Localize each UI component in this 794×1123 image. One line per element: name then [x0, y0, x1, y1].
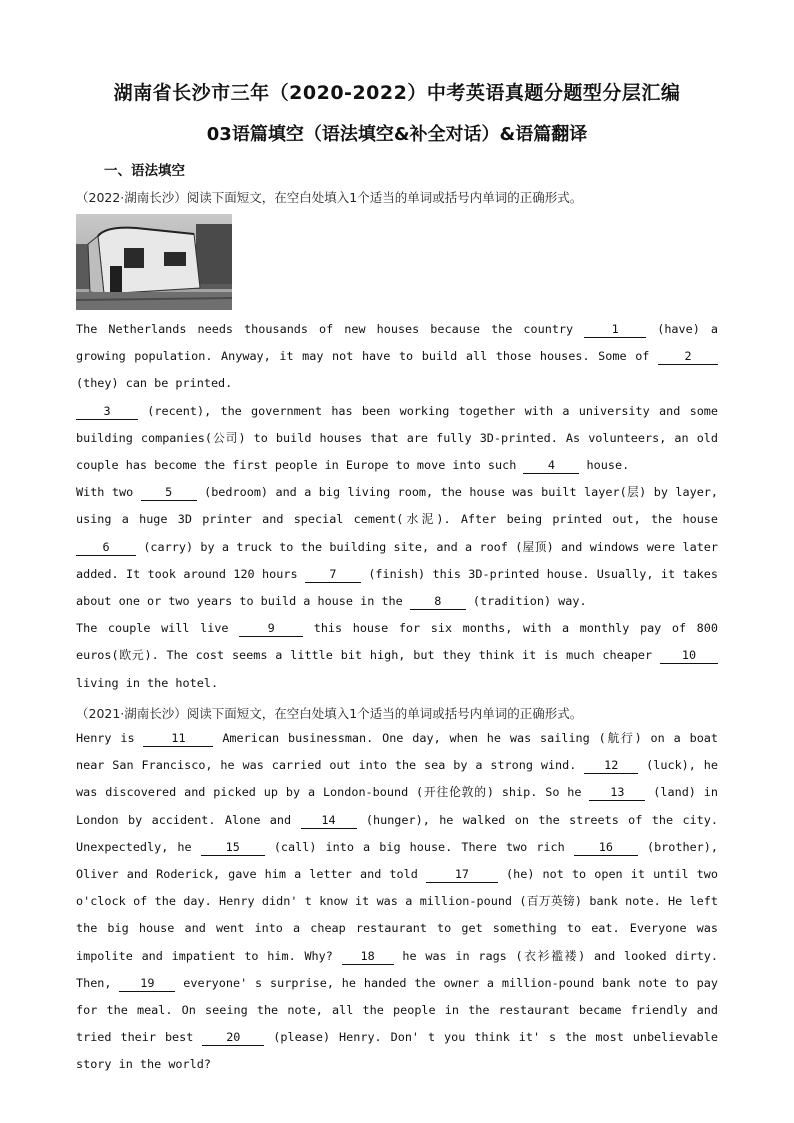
answer-blank-14[interactable]: 14: [301, 812, 357, 829]
passage1-paragraph-4: [76, 615, 718, 697]
passage-text: (luck), he was discovered and picked up by a London-bound (开往伦敦的) ship. So he: [76, 758, 718, 800]
passage1-source: （2022·湖南长沙）阅读下面短文，在空白处填入1个适当的单词或括号内单词的正确形式。: [76, 190, 583, 205]
passage-text: (bedroom) and a big living room, the house was built layer(层) by layer, using a huge 3D printer and special cement(水泥). After being printed out, the house: [76, 485, 719, 527]
passage-text: (have) a growing population. Anyway, it may not have to build all those houses. Some of: [76, 322, 718, 364]
passage-text: American businessman. One day, when he was sailing (航行) on a boat near San Francisco, he was carried out into the sea by a strong wind.: [76, 731, 718, 773]
answer-blank-7[interactable]: 7: [305, 566, 361, 583]
answer-blank-19[interactable]: 19: [119, 975, 175, 992]
passage2-source: （2021·湖南长沙）阅读下面短文，在空白处填入1个适当的单词或括号内单词的正确形式。: [76, 706, 583, 721]
answer-blank-17[interactable]: 17: [426, 866, 498, 883]
answer-blank-20[interactable]: 20: [202, 1029, 264, 1046]
passage1-paragraph-1: [76, 316, 718, 398]
passage-text: (he) not to open it until two o'clock of the day. Henry didn' t know it was a million-pound (百万英镑) bank note. He left the big house and went into a cheap restaurant to get something to eat. Everyone was impolite and impatient to him. Why?: [76, 867, 718, 963]
passage-text: (brother), Oliver and Roderick, gave him a letter and told: [76, 839, 718, 882]
answer-blank-2[interactable]: 2: [658, 348, 718, 365]
answer-blank-11[interactable]: 11: [143, 730, 213, 747]
answer-blank-1[interactable]: 1: [584, 321, 646, 338]
answer-blank-8[interactable]: 8: [410, 593, 466, 610]
passage1-paragraph-2: [76, 398, 718, 480]
document-subtitle: 03语篇填空（语法填空&补全对话）&语篇翻译: [206, 124, 588, 145]
passage-text: (land) in London by accident. Alone and: [76, 785, 718, 827]
answer-blank-3[interactable]: 3: [76, 403, 138, 420]
answer-blank-18[interactable]: 18: [342, 948, 394, 965]
answer-blank-12[interactable]: 12: [584, 757, 638, 774]
passage-text: everyone' s surprise, he handed the owner a million-pound bank note to pay for the meal. On seeing the note, all the people in the restaurant became friendly and tried their best: [76, 975, 718, 1045]
passage-text: he was in rags (衣衫褴褛) and looked dirty. Then,: [76, 948, 719, 990]
passage-text: (they) can be printed.: [76, 376, 233, 391]
passage-text: this house for six months, with a monthly pay of 800 euros(欧元). The cost seems a little bit high, but they think it is much cheaper: [76, 621, 718, 663]
passage2: [76, 725, 718, 1079]
section-heading: 一、语法填空: [104, 163, 185, 179]
passage-text: (please) Henry. Don' t you think it' s the most unbelievable story in the world?: [76, 1030, 718, 1072]
document-title: 湖南省长沙市三年（2020-2022）中考英语真题分题型分层汇编: [113, 82, 681, 104]
house-photo-icon: [76, 214, 232, 310]
answer-blank-5[interactable]: 5: [141, 484, 197, 501]
answer-blank-13[interactable]: 13: [589, 784, 645, 801]
answer-blank-4[interactable]: 4: [523, 457, 579, 474]
passage-text: (finish) this 3D-printed house. Usually, it takes about one or two years to build a house in the: [76, 566, 718, 609]
passage-text: (carry) by a truck to the building site, and a roof (屋顶) and windows were later added. It took around 120 hours: [76, 539, 718, 581]
passage-text: (recent), the government has been working together with a university and some building companies(公司) to build houses that are fully 3D-printed. As volunteers, an old couple has become the first people in Europe to move into such: [76, 403, 718, 473]
answer-blank-16[interactable]: 16: [574, 839, 638, 856]
passage2-paragraph-1: [76, 725, 718, 1079]
answer-blank-9[interactable]: 9: [239, 620, 303, 637]
passage1: [76, 316, 718, 697]
passage-text: The Netherlands needs thousands of new houses because the country: [76, 322, 585, 336]
answer-blank-15[interactable]: 15: [201, 839, 265, 856]
passage-text: Henry is: [76, 731, 144, 745]
passage-text: (tradition) way.: [465, 594, 587, 609]
passage-text: living in the hotel.: [76, 675, 219, 690]
passage1-paragraph-3: [76, 479, 718, 615]
passage-text: (call) into a big house. There two rich: [264, 839, 574, 854]
passage-text: The couple will live: [76, 621, 240, 636]
answer-blank-10[interactable]: 10: [660, 647, 718, 664]
passage-text: house.: [579, 458, 630, 473]
answer-blank-6[interactable]: 6: [76, 539, 136, 556]
passage-text: With two: [76, 485, 141, 500]
passage-text: (hunger), he walked on the streets of the city. Unexpectedly, he: [76, 812, 718, 854]
